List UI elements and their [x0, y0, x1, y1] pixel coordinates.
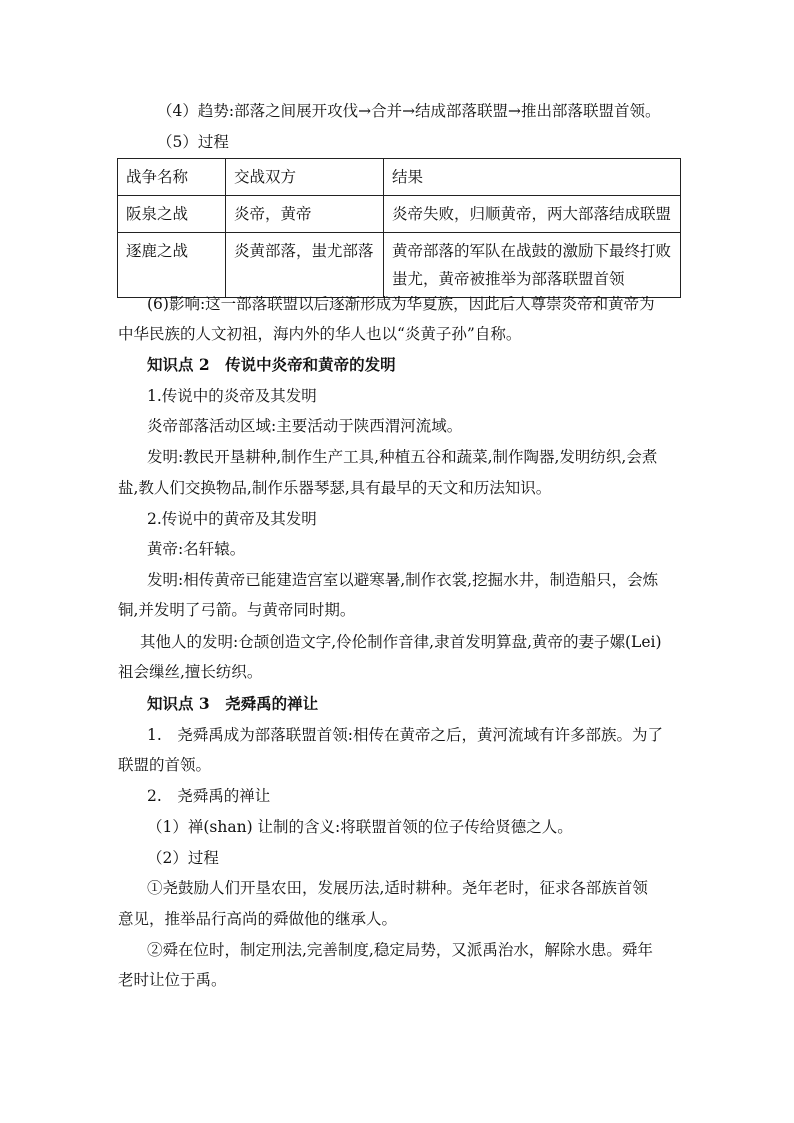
section-heading: 知识点 3 尧舜禹的禅让 [147, 694, 319, 713]
paragraph: ②舜在位时，制定刑法,完善制度,稳定局势，又派禹治水，解除水患。舜年 [147, 941, 653, 959]
paragraph: 铜,并发明了弓箭。与黄帝同时期。 [118, 601, 356, 619]
paragraph: 发明:教民开垦耕种,制作生产工具,种植五谷和蔬菜,制作陶器,发明纺织,会煮 [147, 448, 658, 466]
paragraph: 老时让位于禹。 [118, 971, 227, 989]
table-cell: 炎黄部落，蚩尤部落 [226, 233, 384, 298]
impact-line: 中华民族的人文初祖，海内外的华人也以“炎黄子孙”自称。 [118, 325, 522, 343]
paragraph: ①尧鼓励人们开垦农田，发展历法,适时耕种。尧年老时，征求各部族首领 [147, 879, 648, 897]
section-heading: 知识点 2 传说中炎帝和黄帝的发明 [147, 355, 396, 374]
paragraph: 1. 尧舜禹成为部落联盟首领:相传在黄帝之后，黄河流域有许多部族。为了 [147, 726, 664, 744]
paragraph: 其他人的发明:仓颉创造文字,伶伦制作音律,隶首发明算盘,黄帝的妻子嫘(Lei) [140, 633, 662, 651]
table-header-cell: 交战双方 [226, 159, 384, 196]
table-header-row [118, 159, 681, 196]
table-cell: 炎帝，黄帝 [226, 196, 384, 233]
table-cell: 炎帝失败，归顺黄帝，两大部落结成联盟 [384, 196, 681, 233]
table-cell: 逐鹿之战 [118, 233, 226, 298]
paragraph: 发明:相传黄帝已能建造宫室以避寒暑,制作衣裳,挖掘水井，制造船只，会炼 [147, 571, 659, 589]
impact-line: (6)影响:这一部落联盟以后逐渐形成为华夏族，因此后人尊崇炎帝和黄帝为 [147, 295, 655, 313]
paragraph: （1）禅(shan) 让制的含义:将联盟首领的位子传给贤德之人。 [147, 818, 573, 836]
war-process-table [117, 158, 681, 298]
table-cell: 阪泉之战 [118, 196, 226, 233]
subheading: 2.传说中的黄帝及其发明 [147, 510, 317, 528]
paragraph: 意见，推举品行高尚的舜做他的继承人。 [118, 910, 398, 928]
table-header-cell: 结果 [384, 159, 681, 196]
table-row [118, 233, 681, 298]
process-label: （5）过程 [157, 133, 229, 151]
paragraph: （2）过程 [147, 849, 219, 867]
paragraph: 盐,教人们交换物品,制作乐器琴瑟,具有最早的天文和历法知识。 [118, 479, 552, 497]
paragraph: 炎帝部落活动区域:主要活动于陕西渭河流域。 [147, 417, 463, 435]
subheading: 2. 尧舜禹的禅让 [147, 787, 271, 805]
subheading: 1.传说中的炎帝及其发明 [147, 387, 317, 405]
table-row [118, 196, 681, 233]
paragraph: 黄帝:名轩辕。 [147, 540, 246, 558]
trend-paragraph: （4）趋势:部落之间展开攻伐→合并→结成部落联盟→推出部落联盟首领。 [157, 102, 661, 120]
paragraph: 联盟的首领。 [118, 756, 212, 774]
paragraph: 祖会缫丝,擅长纺织。 [118, 663, 263, 681]
table-cell: 黄帝部落的军队在战鼓的激励下最终打败蚩尤，黄帝被推举为部落联盟首领 [384, 233, 681, 298]
table-header-cell: 战争名称 [118, 159, 226, 196]
